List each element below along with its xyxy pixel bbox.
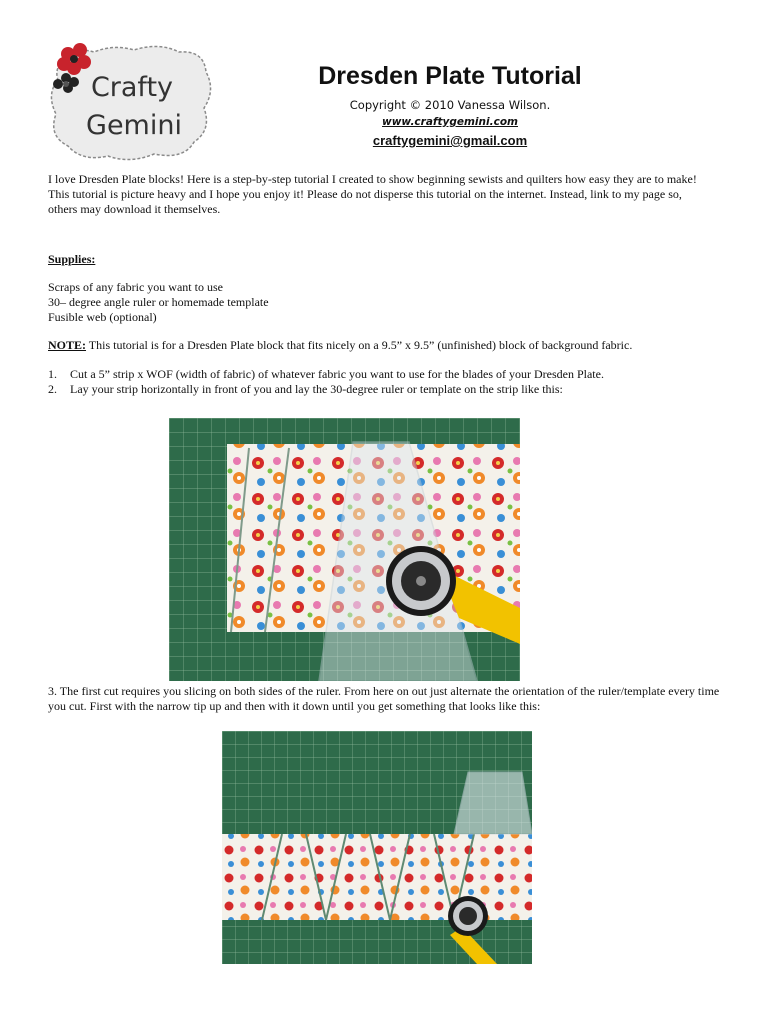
step-number: 2. — [48, 382, 57, 396]
photo-cut-fabric-blades — [222, 731, 532, 964]
note-text: This tutorial is for a Dresden Plate block that fits nicely on a 9.5” x 9.5” (unfinished) block of background fabric. — [86, 338, 633, 352]
step-text: Cut a 5” strip x WOF (width of fabric) of whatever fabric you want to use for the blades of your Dresden Plate. — [70, 367, 604, 381]
crafty-gemini-logo — [44, 38, 216, 166]
photo-ruler-on-fabric-strip — [169, 418, 520, 681]
list-item: Scraps of any fabric you want to use — [48, 280, 223, 294]
note-paragraph — [48, 338, 728, 353]
step-number: 1. — [48, 367, 57, 381]
supplies-list — [48, 280, 269, 325]
step-item — [48, 367, 604, 382]
list-item: Fusible web (optional) — [48, 310, 157, 324]
logo-text-gemini: Gemini — [86, 110, 182, 141]
note-label: NOTE: — [48, 338, 87, 352]
document-title: Dresden Plate Tutorial — [318, 62, 582, 90]
step-3-paragraph: 3. The first cut requires you slicing on both sides of the ruler. From here on out just alternate the orientation of the ruler/template every time you cut. First with the narrow tip up and then with it down until you get something that looks like this: — [48, 684, 720, 713]
intro-paragraph: I love Dresden Plate blocks! Here is a step-by-step tutorial I created to show beginning sewists and quilters how easy they are to make! This tutorial is picture heavy and I hope you enjoy it! Please do not disperse this tutorial on the internet. Instead, link to my page so, others may download it themselves. — [48, 172, 697, 216]
supplies-heading: Supplies: — [48, 252, 96, 266]
step-text: Lay your strip horizontally in front of you and lay the 30-degree ruler or template on the strip like this: — [70, 382, 563, 396]
steps-list — [48, 367, 604, 397]
list-item: 30– degree angle ruler or homemade template — [48, 295, 269, 309]
step-item — [48, 382, 604, 397]
copyright-line: Copyright © 2010 Vanessa Wilson. — [349, 98, 551, 112]
logo-text-crafty: Crafty — [90, 72, 174, 103]
website-link[interactable]: www.craftygemini.com — [382, 116, 518, 128]
email-link[interactable]: craftygemini@gmail.com — [372, 133, 528, 148]
